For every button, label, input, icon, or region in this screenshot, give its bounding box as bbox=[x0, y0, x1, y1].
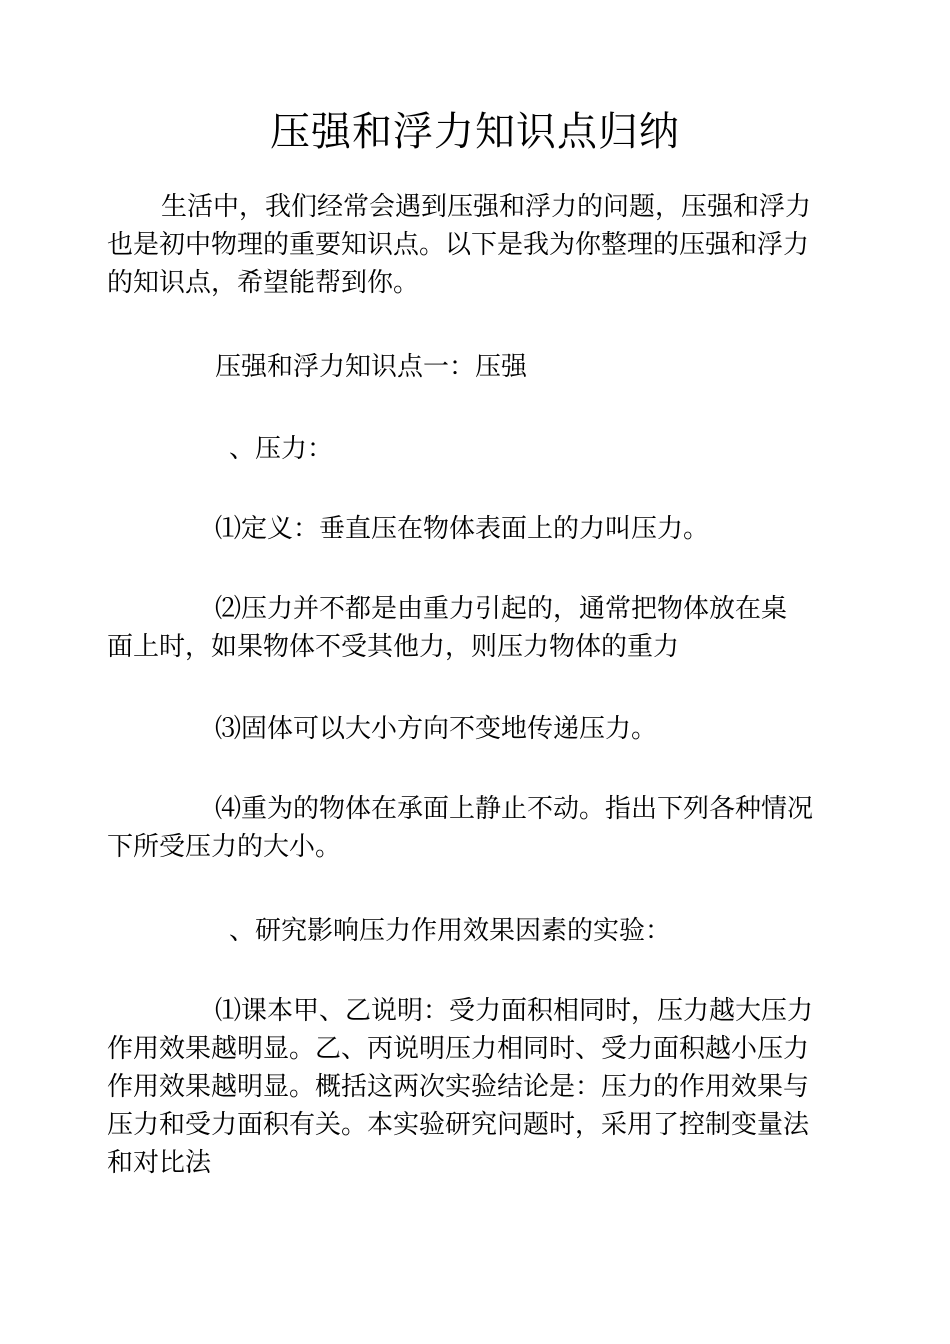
intro-line-2: 也是初中物理的重要知识点。以下是我为你整理的压强和浮力 bbox=[107, 230, 810, 260]
item-definition-3 bbox=[107, 710, 847, 748]
subheading-experiment-text: 、研究影响压力作用效果因素的实验： bbox=[229, 916, 672, 946]
document-title: 压强和浮力知识点归纳 bbox=[270, 109, 680, 155]
item-3-line-1: ⑶固体可以大小方向不变地传递压力。 bbox=[215, 714, 658, 744]
item-definition-1 bbox=[107, 510, 847, 548]
section-heading-text: 压强和浮力知识点一：压强 bbox=[215, 352, 528, 382]
item-definition-2 bbox=[107, 590, 847, 666]
item-1-line-1: ⑴定义：垂直压在物体表面上的力叫压力。 bbox=[215, 514, 710, 544]
experiment-line-3: 作用效果越明显。概括这两次实验结论是：压力的作用效果与 bbox=[107, 1072, 810, 1102]
subheading-text: 、压力： bbox=[229, 434, 334, 464]
item-experiment-1 bbox=[107, 992, 847, 1182]
intro-paragraph bbox=[107, 188, 847, 302]
experiment-line-5: 和对比法 bbox=[107, 1148, 212, 1178]
subheading-experiment bbox=[107, 912, 847, 950]
item-definition-4 bbox=[107, 790, 847, 866]
experiment-line-2: 作用效果越明显。乙、丙说明压力相同时、受力面积越小压力 bbox=[107, 1034, 810, 1064]
section-heading-pressure bbox=[107, 348, 847, 386]
item-2-line-1: ⑵压力并不都是由重力引起的，通常把物体放在桌 bbox=[215, 594, 788, 624]
experiment-line-1: ⑴课本甲、乙说明：受力面积相同时，压力越大压力 bbox=[215, 996, 814, 1026]
item-2-line-2: 面上时，如果物体不受其他力，则压力物体的重力 bbox=[107, 632, 680, 662]
subheading-pressure-force bbox=[107, 430, 847, 468]
item-4-line-2: 下所受压力的大小。 bbox=[107, 832, 342, 862]
intro-line-3: 的知识点，希望能帮到你。 bbox=[107, 268, 420, 298]
experiment-line-4: 压力和受力面积有关。本实验研究问题时，采用了控制变量法 bbox=[107, 1110, 810, 1140]
intro-line-1: 生活中，我们经常会遇到压强和浮力的问题，压强和浮力 bbox=[161, 192, 812, 222]
item-4-line-1: ⑷重为的物体在承面上静止不动。指出下列各种情况 bbox=[215, 794, 814, 824]
